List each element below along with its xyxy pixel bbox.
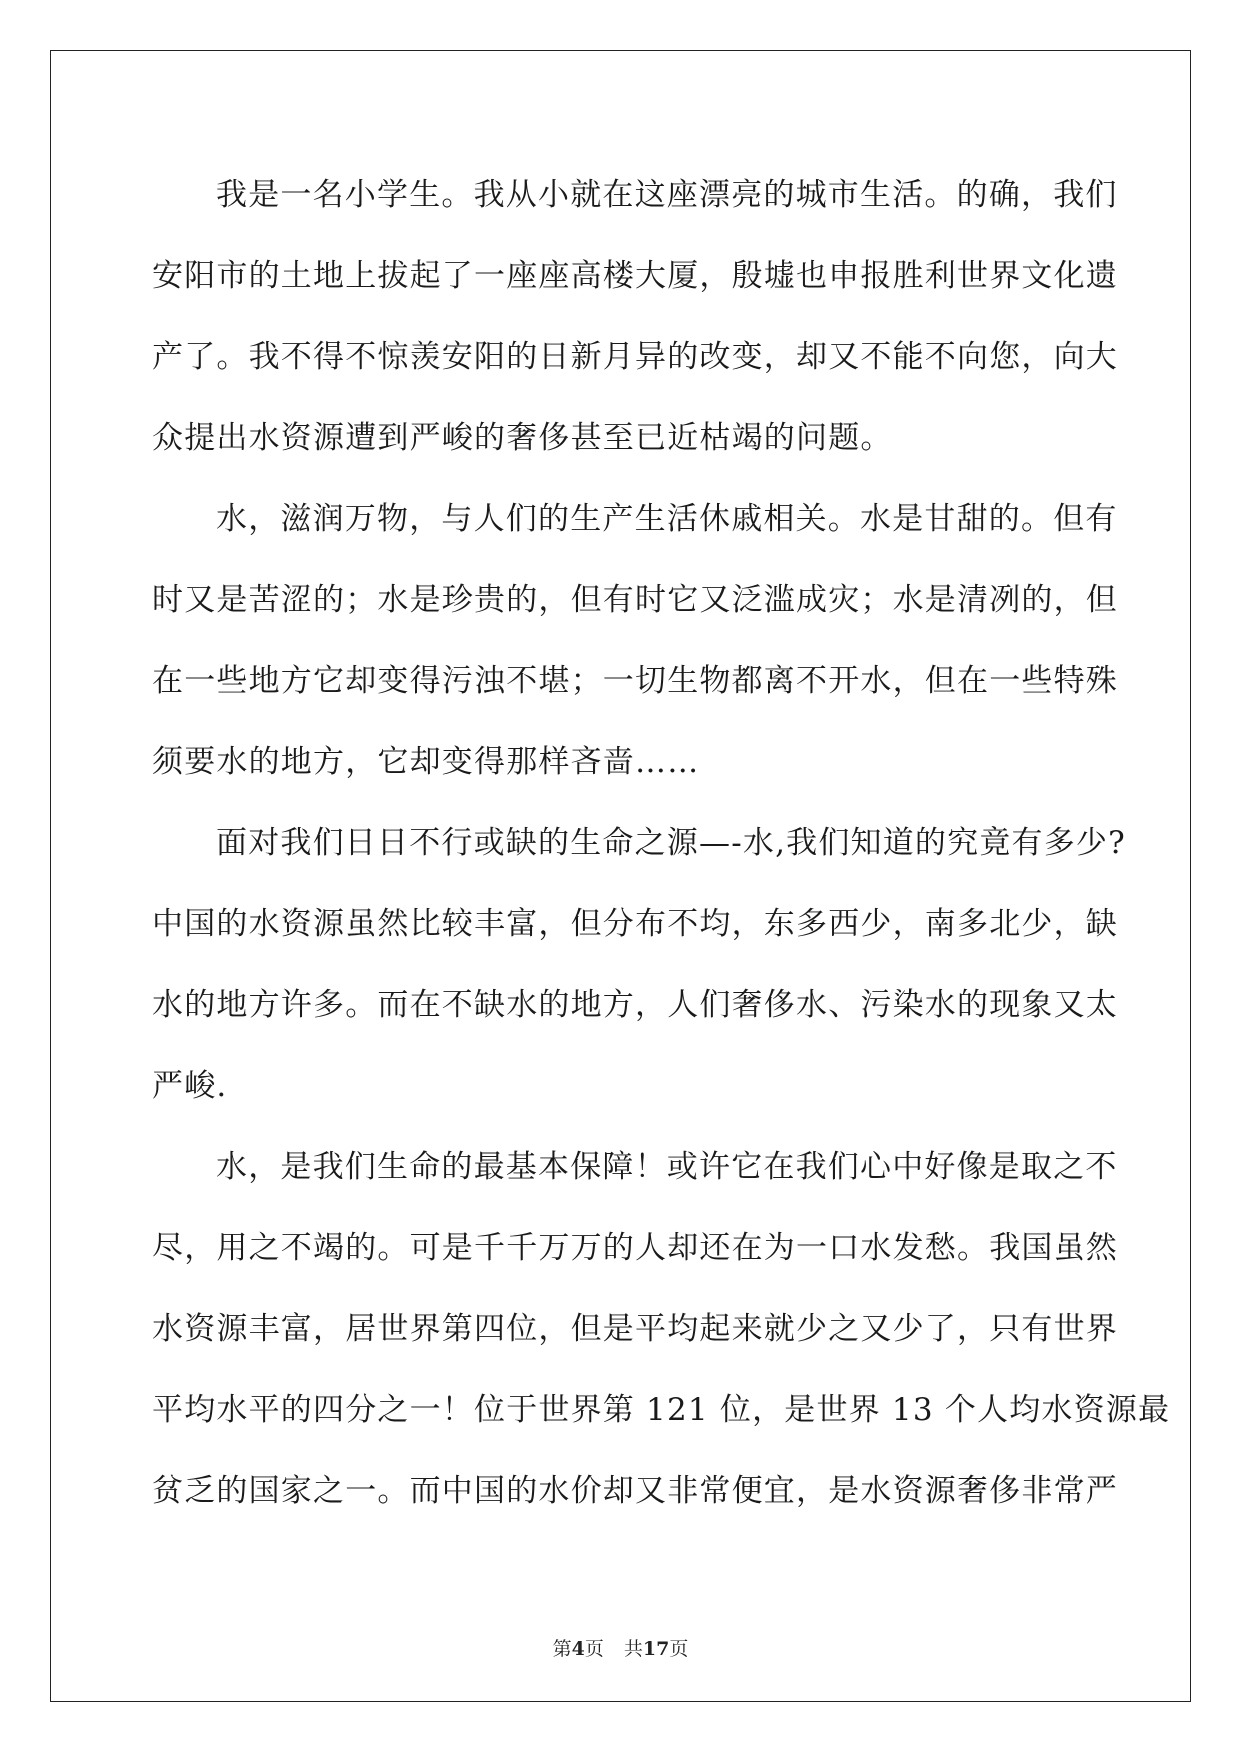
paragraph-4-line-2: 尽，用之不竭的。可是千千万万的人却还在为一口水发愁。我国虽然 bbox=[152, 1230, 1118, 1266]
paragraph-3-line-4: 严峻. bbox=[152, 1068, 228, 1104]
paragraph-4-line-3: 水资源丰富，居世界第四位，但是平均起来就少之又少了，只有世界 bbox=[152, 1311, 1118, 1347]
page-footer bbox=[0, 1634, 1241, 1661]
paragraph-2-line-4: 须要水的地方，它却变得那样吝啬…… bbox=[152, 744, 700, 780]
paragraph-2-line-3: 在一些地方它却变得污浊不堪；一切生物都离不开水，但在一些特殊 bbox=[152, 663, 1118, 699]
paragraph-1-line-4: 众提出水资源遭到严峻的奢侈甚至已近枯竭的问题。 bbox=[152, 420, 893, 456]
paragraph-1-line-2: 安阳市的土地上拔起了一座座高楼大厦，殷墟也申报胜利世界文化遗 bbox=[152, 258, 1118, 294]
paragraph-4-line-5: 贫乏的国家之一。而中国的水价却又非常便宜，是水资源奢侈非常严 bbox=[152, 1473, 1118, 1509]
paragraph-2-line-2: 时又是苦涩的；水是珍贵的，但有时它又泛滥成灾；水是清冽的，但 bbox=[152, 582, 1118, 618]
total-suffix: 页 bbox=[669, 1638, 689, 1660]
paragraph-3-line-3: 水的地方许多。而在不缺水的地方，人们奢侈水、污染水的现象又太 bbox=[152, 987, 1118, 1023]
paragraph-3-line-1: 面对我们日日不行或缺的生命之源—-水,我们知道的究竟有多少? bbox=[216, 825, 1126, 861]
paragraph-3-line-2: 中国的水资源虽然比较丰富，但分布不均，东多西少，南多北少，缺 bbox=[152, 906, 1118, 942]
paragraph-4-line-1: 水，是我们生命的最基本保障！或许它在我们心中好像是取之不 bbox=[216, 1149, 1118, 1185]
page-prefix: 第 bbox=[552, 1638, 572, 1660]
total-prefix: 共 bbox=[623, 1638, 643, 1660]
document-body bbox=[152, 155, 1171, 1532]
page-number: 4 bbox=[571, 1638, 585, 1660]
paragraph-2-line-1: 水，滋润万物，与人们的生产生活休戚相关。水是甘甜的。但有 bbox=[216, 501, 1118, 537]
paragraph-4-line-4: 平均水平的四分之一！位于世界第 121 位，是世界 13 个人均水资源最 bbox=[152, 1392, 1171, 1428]
paragraph-1-line-3: 产了。我不得不惊羡安阳的日新月异的改变，却又不能不向您，向大 bbox=[152, 339, 1118, 375]
page-suffix: 页 bbox=[584, 1638, 604, 1660]
paragraph-1-line-1: 我是一名小学生。我从小就在这座漂亮的城市生活。的确，我们 bbox=[216, 177, 1118, 213]
total-pages: 17 bbox=[642, 1638, 670, 1660]
